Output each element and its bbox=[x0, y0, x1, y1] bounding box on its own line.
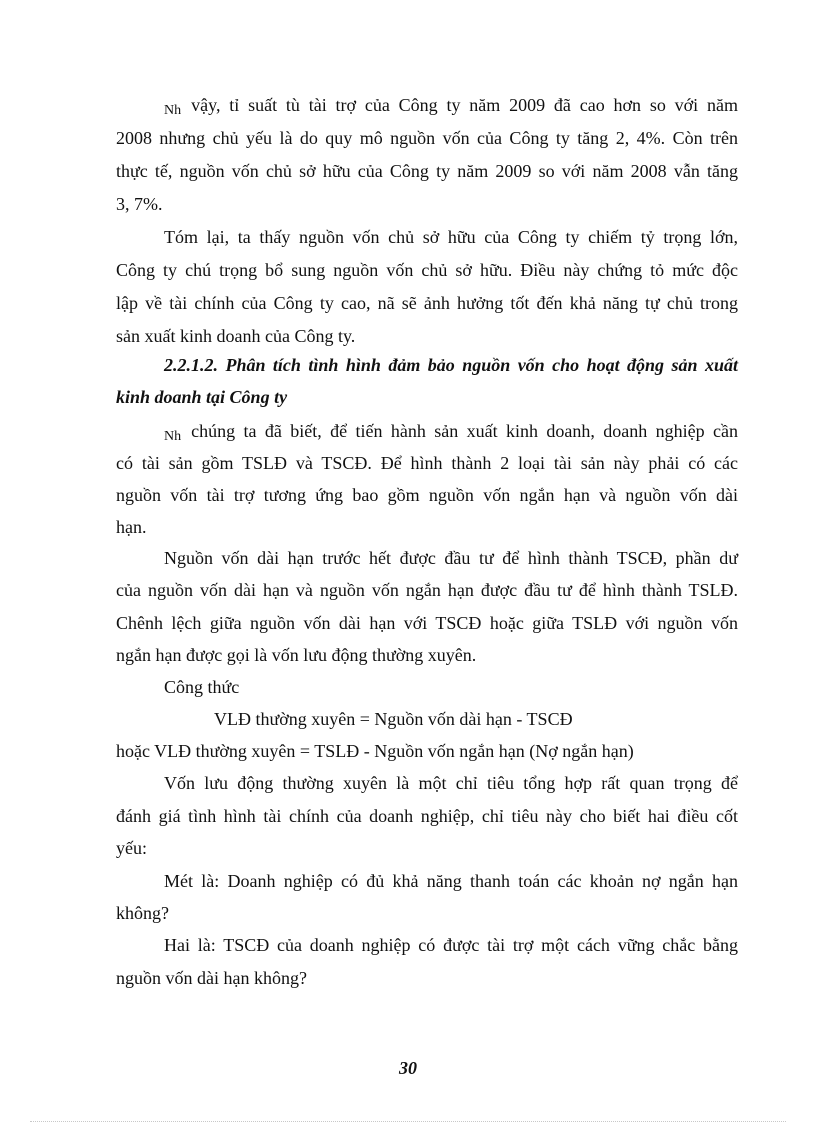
truncated-word-mark: Nh bbox=[164, 429, 182, 444]
paragraph-line: Chênh lệch giữa nguồn vốn dài hạn với TSCĐ hoặc giữa TSLĐ với nguồn vốn bbox=[116, 613, 738, 633]
section-heading: kinh doanh tại Công ty bbox=[116, 387, 288, 407]
formula-line: hoặc VLĐ thường xuyên = TSLĐ - Nguồn vốn ngắn hạn (Nợ ngắn hạn) bbox=[116, 741, 634, 761]
paragraph-line: có tài sản gồm TSLĐ và TSCĐ. Để hình thành 2 loại tài sản này phải có các bbox=[116, 453, 738, 473]
paragraph-line: 3, 7%. bbox=[116, 194, 163, 214]
paragraph-line: Hai là: TSCĐ của doanh nghiệp có được tài trợ một cách vững chắc bằng bbox=[164, 935, 738, 955]
paragraph-line: ngắn hạn được gọi là vốn lưu động thường xuyên. bbox=[116, 645, 477, 665]
paragraph-line: Mét là: Doanh nghiệp có đủ khả năng thanh toán các khoản nợ ngắn hạn bbox=[164, 871, 738, 891]
paragraph-line: nguồn vốn dài hạn không? bbox=[116, 968, 307, 988]
paragraph-line: nguồn vốn tài trợ tương ứng bao gồm nguồn vốn ngắn hạn và nguồn vốn dài bbox=[116, 485, 738, 505]
paragraph-line: đánh giá tình hình tài chính của doanh nghiệp, chỉ tiêu này cho biết hai điều cốt bbox=[116, 806, 738, 826]
paragraph-line: sản xuất kinh doanh của Công ty. bbox=[116, 326, 356, 346]
paragraph-line: Công ty chú trọng bổ sung nguồn vốn chủ sở hữu. Điều này chứng tỏ mức độc bbox=[116, 260, 738, 280]
paragraph-line: không? bbox=[116, 903, 169, 923]
paragraph-line: yếu: bbox=[116, 838, 147, 858]
paragraph-line: Vốn lưu động thường xuyên là một chỉ tiêu tổng hợp rất quan trọng để bbox=[164, 773, 738, 793]
paragraph-line: Tóm lại, ta thấy nguồn vốn chủ sở hữu của Công ty chiếm tỷ trọng lớn, bbox=[164, 227, 738, 247]
formula-label: Công thức bbox=[164, 677, 240, 697]
paragraph-line: lập về tài chính của Công ty cao, nã sẽ ảnh hưởng tốt đến khả năng tự chủ trong bbox=[116, 293, 738, 313]
formula-line: VLĐ thường xuyên = Nguồn vốn dài hạn - TSCĐ bbox=[214, 709, 573, 729]
paragraph-line: Nh vậy, tỉ suất tù tài trợ của Công ty năm 2009 đã cao hơn so với năm bbox=[164, 93, 738, 123]
paragraph-line: Nguồn vốn dài hạn trước hết được đầu tư để hình thành TSCĐ, phần dư bbox=[164, 548, 738, 568]
section-heading: 2.2.1.2. Phân tích tình hình đảm bảo nguồn vốn cho hoạt động sản xuất bbox=[164, 355, 738, 375]
paragraph-line: Nh chúng ta đã biết, để tiến hành sản xuất kinh doanh, doanh nghiệp cần bbox=[164, 419, 738, 449]
paragraph-line: thực tế, nguồn vốn chủ sở hữu của Công ty năm 2009 so với năm 2008 vẫn tăng bbox=[116, 161, 738, 181]
page-border-divider bbox=[30, 1121, 786, 1122]
paragraph-line: 2008 nhưng chủ yếu là do quy mô nguồn vốn của Công ty tăng 2, 4%. Còn trên bbox=[116, 128, 738, 148]
paragraph-line: hạn. bbox=[116, 517, 147, 537]
truncated-word-mark: Nh bbox=[164, 103, 182, 118]
page-number: 30 bbox=[399, 1058, 417, 1078]
paragraph-line: của nguồn vốn dài hạn và nguồn vốn ngắn hạn được đầu tư để hình thành TSLĐ. bbox=[116, 580, 738, 600]
